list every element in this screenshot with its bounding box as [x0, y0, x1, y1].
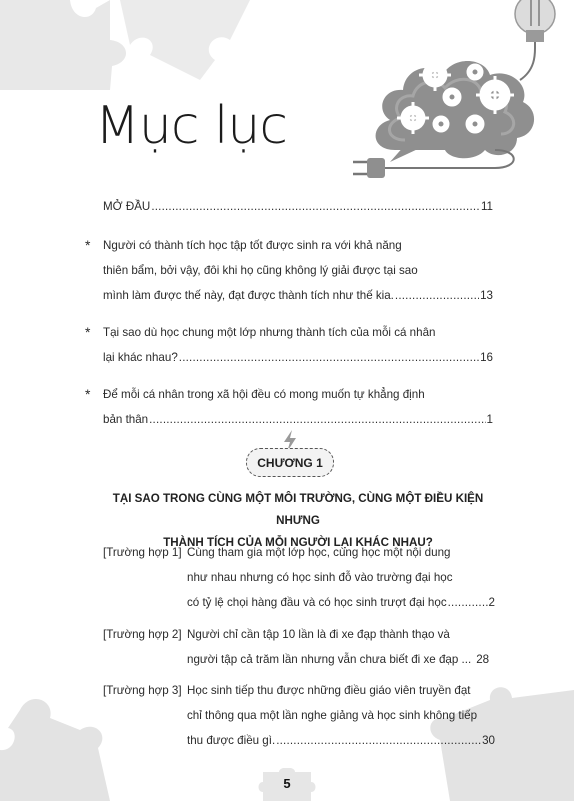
toc-page-number: 30 [482, 734, 495, 747]
toc-entry[interactable] [85, 233, 493, 308]
toc-entry-text: có tỷ lệ chọi hàng đầu và có học sinh trượt đại học [187, 596, 447, 609]
case-label: [Trường hợp 1] [103, 546, 182, 559]
bullet: * [85, 324, 91, 340]
toc-page-number: 16 [480, 351, 493, 364]
toc-entry-line: Người chỉ cần tập 10 lần là đi xe đạp thành thạo và [187, 628, 450, 641]
toc-entry-line: Người có thành tích học tập tốt được sinh ra với khả năng [103, 239, 402, 252]
chapter-badge [246, 444, 336, 478]
puzzle-piece-icon [0, 0, 260, 90]
toc-entry-text: lại khác nhau? [103, 351, 178, 364]
toc-entry-line: như nhau nhưng có học sinh đỗ vào trường đại học [187, 571, 453, 584]
gear-brain-icon [345, 0, 574, 195]
toc-entry[interactable] [85, 320, 493, 370]
toc-page-number: 28 [476, 653, 490, 666]
chapter-title-line: TẠI SAO TRONG CÙNG MỘT MÔI TRƯỜNG, CÙNG MỘT ĐIỀU KIỆN NHƯNG [112, 492, 484, 527]
toc-case-entry[interactable] [103, 622, 495, 672]
toc-case-entry[interactable] [103, 540, 495, 615]
toc-page-number: 13 [480, 289, 493, 302]
toc-entry-line: Học sinh tiếp thu được những điều giáo viên truyền đạt [187, 684, 471, 697]
toc-entry-text: mình làm được thế này, đạt được thành tích như thế kia. [103, 289, 394, 302]
toc-entry-text: người tập cả trăm lần nhưng vẫn chưa biết đi xe đạp ... [187, 653, 472, 666]
lightbulb-icon [515, 0, 555, 48]
bullet: * [85, 386, 91, 402]
toc-page-number: 11 [480, 200, 493, 213]
page-number: 5 [283, 775, 291, 791]
case-label: [Trường hợp 3] [103, 684, 182, 697]
case-label: [Trường hợp 2] [103, 628, 182, 641]
bullet: * [85, 237, 91, 253]
toc-entry-line: Tại sao dù học chung một lớp nhưng thành tích của mỗi cá nhân [103, 326, 436, 339]
toc-entry-text: bản thân [103, 413, 149, 426]
toc-entry-line: Để mỗi cá nhân trong xã hội đều có mong muốn tự khẳng định [103, 388, 425, 401]
chapter-label: CHƯƠNG 1 [246, 448, 334, 477]
toc-entry-text: MỞ ĐẦU [103, 200, 151, 213]
toc-entry[interactable] [85, 382, 493, 432]
toc-entry-text: thu được điều gì. [187, 734, 276, 747]
plug-icon [353, 158, 385, 178]
toc-entry-line: thiên bẩm, bởi vậy, đôi khi họ cũng không lý giải được tại sao [103, 264, 418, 277]
toc-entry[interactable] [103, 194, 493, 219]
page-title: Mục lục [95, 96, 287, 156]
chapter-title-line: THÀNH TÍCH CỦA MỖI NGƯỜI LẠI KHÁC NHAU? [163, 536, 433, 549]
toc-case-entry[interactable] [103, 678, 495, 753]
toc-page-number: 2 [488, 596, 495, 609]
toc-page-number: 1 [486, 413, 493, 426]
puzzle-piece-icon [0, 690, 120, 801]
toc-entry-line: chỉ thông qua một lần nghe giảng và học sinh không tiếp [187, 709, 478, 722]
toc-intro [85, 194, 493, 432]
toc-entry-line: Cùng tham gia một lớp học, cùng học một nội dung [187, 546, 451, 559]
